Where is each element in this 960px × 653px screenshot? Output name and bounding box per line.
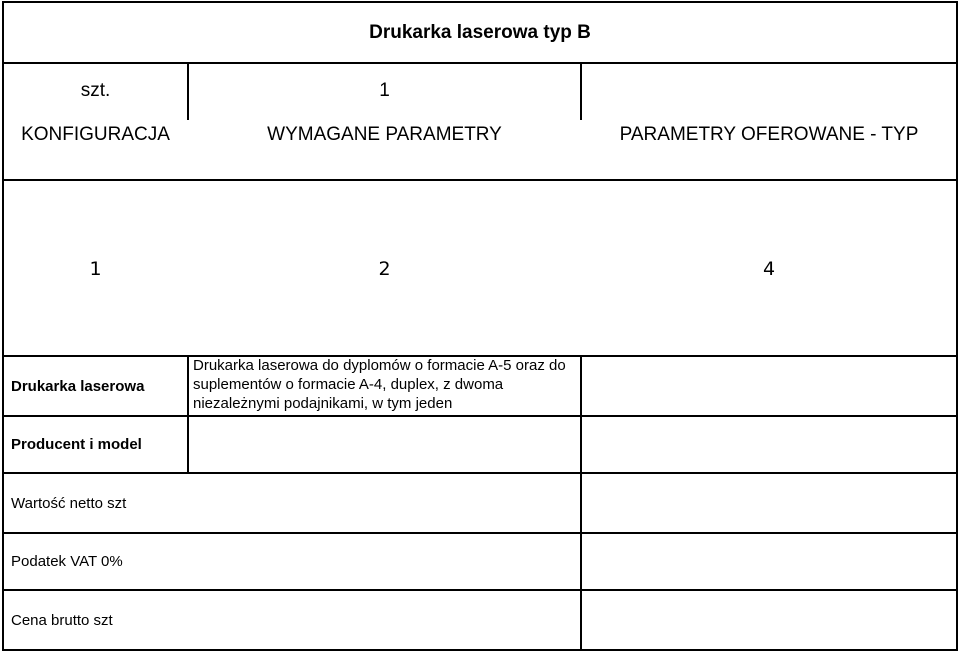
item-name: Drukarka laserowa bbox=[11, 377, 145, 395]
grid-line bbox=[2, 472, 958, 474]
grid-line bbox=[2, 589, 958, 591]
header-required-parameters: WYMAGANE PARAMETRY bbox=[267, 124, 502, 145]
column-number-2: 2 bbox=[378, 257, 391, 280]
grid-line bbox=[956, 1, 958, 651]
grid-line bbox=[2, 1, 958, 3]
producer-model-label: Producent i model bbox=[11, 436, 142, 453]
gross-price-label: Cena brutto szt bbox=[11, 611, 113, 629]
producer-required-cell bbox=[189, 417, 580, 472]
grid-line bbox=[580, 62, 582, 120]
item-offered-input[interactable] bbox=[582, 357, 956, 415]
net-value-label: Wartość netto szt bbox=[11, 494, 127, 512]
grid-line bbox=[2, 62, 958, 64]
form-title: Drukarka laserowa typ B bbox=[369, 22, 591, 43]
column-number-4: 4 bbox=[762, 257, 776, 280]
column-number-1: 1 bbox=[89, 257, 102, 280]
grid-line bbox=[2, 532, 958, 534]
grid-line bbox=[2, 1, 4, 651]
vat-label: Podatek VAT 0% bbox=[11, 553, 123, 570]
quantity-label: szt. bbox=[80, 79, 111, 101]
grid-line bbox=[2, 415, 958, 417]
item-description: Drukarka laserowa do dyplomów o formacie A-5 oraz do suplementów o formacie A-4, duplex, z dwoma niezależnymi podajnikami, w tym jeden bbox=[193, 357, 566, 412]
grid-line bbox=[2, 355, 958, 357]
grid-line bbox=[2, 179, 958, 181]
producer-offered-input[interactable] bbox=[582, 417, 956, 472]
header-configuration: KONFIGURACJA bbox=[21, 124, 170, 145]
grid-line bbox=[580, 355, 582, 651]
grid-line bbox=[2, 649, 958, 651]
grid-line bbox=[187, 355, 189, 474]
quantity-value: 1 bbox=[379, 79, 390, 101]
header-offered-parameters: PARAMETRY OFEROWANE - TYP bbox=[619, 124, 919, 145]
net-value-input[interactable] bbox=[582, 474, 956, 532]
grid-line bbox=[187, 62, 189, 120]
vat-input[interactable] bbox=[582, 534, 956, 589]
gross-price-input[interactable] bbox=[582, 591, 956, 649]
